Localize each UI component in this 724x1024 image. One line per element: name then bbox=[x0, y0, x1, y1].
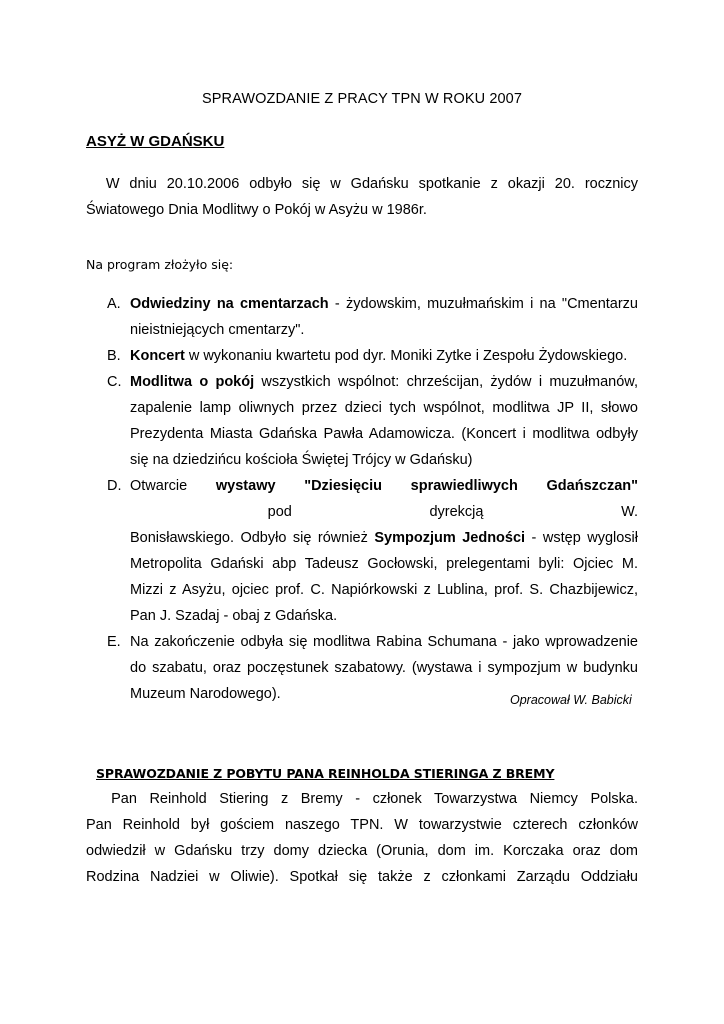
list-marker: A. bbox=[107, 296, 121, 312]
list-marker: C. bbox=[107, 374, 122, 390]
list-line bbox=[130, 369, 638, 395]
paragraph-line: Pan Reinhold Stiering z Bremy - członek Towarzystwa Niemcy Polska. bbox=[86, 791, 638, 807]
list-line bbox=[130, 473, 638, 525]
list-line: nieistniejących cmentarzy". bbox=[130, 322, 305, 338]
list-line: Na zakończenie odbyła się modlitwa Rabina Schumana - jako wprowadzenie bbox=[130, 634, 638, 650]
paragraph-line: Rodzina Nadziei w Oliwie). Spotkał się także z członkami Zarządu Oddziału bbox=[86, 869, 638, 885]
bold-phrase: wystawy "Dziesięciu sprawiedliwych Gdańszczan" bbox=[215, 478, 638, 494]
list-item bbox=[86, 473, 638, 629]
list-item bbox=[86, 291, 638, 343]
list-line: Mizzi z Asyżu, ojciec prof. C. Napiórkowski z Lublina, prof. S. Chazbijewicz, bbox=[130, 582, 638, 598]
stiering-paragraph bbox=[86, 786, 638, 890]
program-label: Na program złożyło się: bbox=[86, 257, 234, 272]
intro-line: Światowego Dnia Modlitwy o Pokój w Asyżu w 1986r. bbox=[86, 202, 427, 218]
list-item bbox=[86, 369, 638, 473]
paragraph-line: Pan Reinhold był gościem naszego TPN. W towarzystwie czterech członków bbox=[86, 817, 638, 833]
list-marker: B. bbox=[107, 348, 121, 364]
bold-phrase: Odwiedziny na cmentarzach bbox=[130, 296, 329, 312]
list-line: do szabatu, oraz poczęstunek szabatowy. (wystawa i sympozjum w budynku bbox=[130, 660, 638, 676]
list-text: w wykonaniu kwartetu pod dyr. Moniki Zytke i Zespołu Żydowskiego. bbox=[184, 348, 628, 364]
list-text: pod dyrekcją W. bbox=[130, 504, 638, 520]
list-marker: D. bbox=[107, 478, 122, 494]
list-line: Muzeum Narodowego). bbox=[130, 686, 281, 702]
bold-phrase: Koncert bbox=[130, 348, 185, 364]
paragraph-line: odwiedził w Gdańsku trzy domy dziecka (Orunia, dom im. Korczaka oraz dom bbox=[86, 843, 638, 859]
list-line: Pan J. Szadaj - obaj z Gdańska. bbox=[130, 608, 338, 624]
list-marker: E. bbox=[107, 634, 121, 650]
list-text: wszystkich wspólnot: chrześcijan, żydów i muzułmanów, bbox=[254, 374, 638, 390]
author-signature: Opracował W. Babicki bbox=[510, 693, 632, 707]
intro-paragraph bbox=[86, 171, 638, 223]
document-title: SPRAWOZDANIE Z PRACY TPN W ROKU 2007 bbox=[202, 91, 522, 107]
list-line: Metropolita Gdański abp Tadeusz Gocłowski, prelegentami byli: Ojciec M. bbox=[130, 556, 638, 572]
list-text: Otwarcie bbox=[130, 478, 216, 494]
section-heading-stiering: SPRAWOZDANIE Z POBYTU PANA REINHOLDA STIERINGA Z BREMY bbox=[96, 766, 555, 781]
list-line bbox=[130, 291, 638, 317]
section-heading-asyz: ASYŻ W GDAŃSKU bbox=[86, 133, 225, 150]
list-line: Prezydenta Miasta Gdańska Pawła Adamowicza. (Koncert i modlitwa odbyły bbox=[130, 426, 638, 442]
list-text: Bonisławskiego. Odbyło się również bbox=[130, 530, 375, 546]
program-list bbox=[86, 291, 638, 707]
intro-line: W dniu 20.10.2006 odbyło się w Gdańsku spotkanie z okazji 20. rocznicy bbox=[86, 176, 638, 192]
list-text: - żydowskim, muzułmańskim i na "Cmentarzu bbox=[328, 296, 638, 312]
list-line bbox=[130, 525, 638, 551]
list-line bbox=[130, 343, 638, 369]
bold-phrase: Modlitwa o pokój bbox=[130, 374, 255, 390]
list-text: - wstęp wyglosił bbox=[525, 530, 639, 546]
list-line: zapalenie lamp oliwnych przez dzieci tych wspólnot, modlitwa JP II, słowo bbox=[130, 400, 638, 416]
bold-phrase: Sympozjum Jedności bbox=[374, 530, 526, 546]
list-item bbox=[86, 343, 638, 369]
list-line: się na dziedzińcu kościoła Świętej Trójcy w Gdańsku) bbox=[130, 452, 473, 468]
